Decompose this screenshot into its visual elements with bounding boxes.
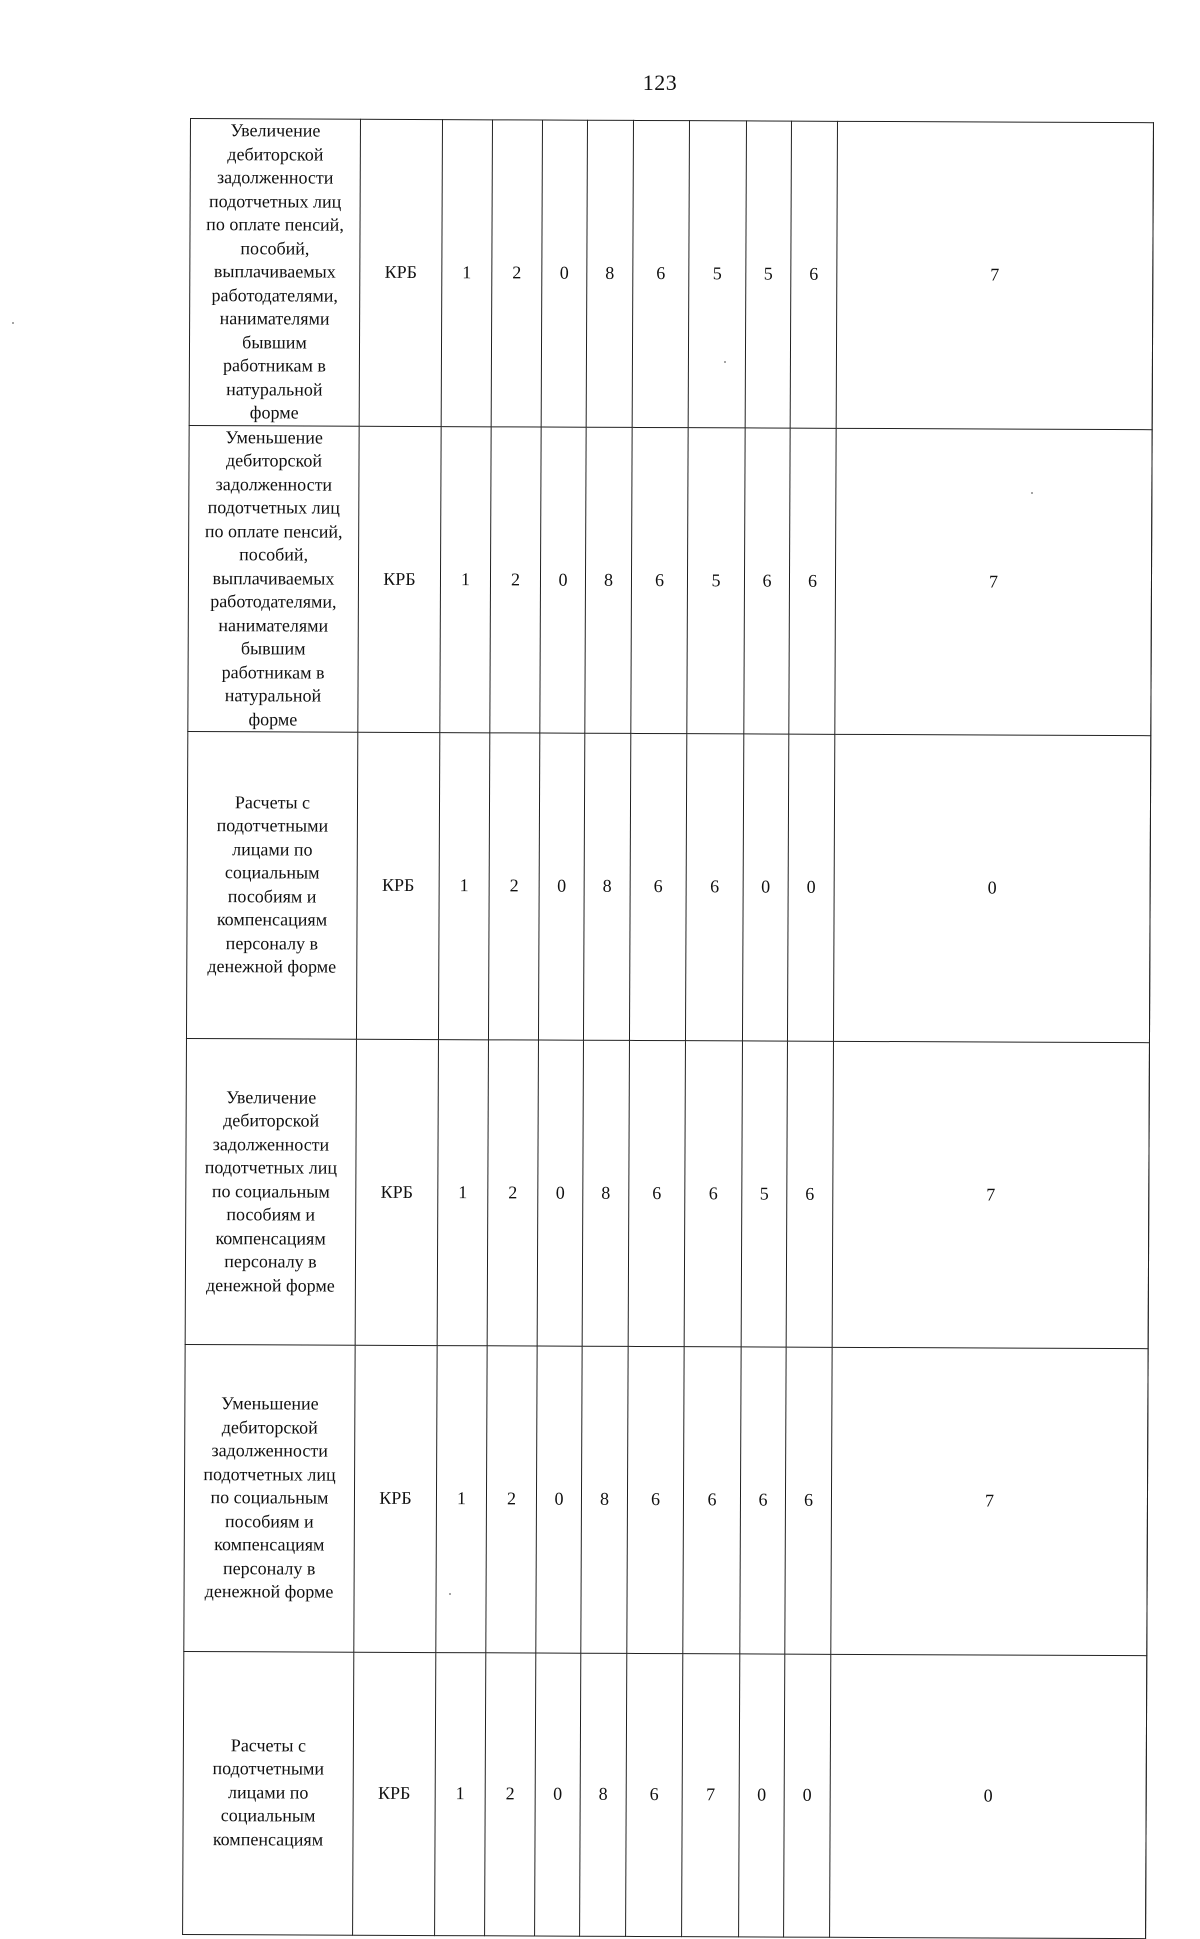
operation-name-line: пособий,: [239, 544, 309, 565]
operation-name-line: социальным: [224, 862, 320, 883]
account-digit-cell: 1: [441, 120, 492, 427]
account-digit-cell: 0: [830, 1654, 1147, 1938]
table-row: [189, 119, 1153, 430]
account-digit-cell: 6: [789, 428, 836, 735]
operation-name-line: задолженности: [211, 1440, 328, 1461]
operation-name-line: выплачиваемых: [212, 567, 335, 589]
account-digit-cell: 2: [491, 120, 542, 427]
table-row: [188, 425, 1152, 736]
account-digit-cell: 7: [831, 1347, 1148, 1655]
account-digit-cell: 1: [440, 426, 491, 733]
operation-name-line: Увеличение: [226, 1086, 317, 1108]
account-digit-cell: 8: [582, 1040, 629, 1347]
account-digit-cell: 2: [487, 1039, 538, 1346]
account-digit-cell: 6: [632, 120, 689, 427]
account-digit-cell: 6: [626, 1653, 683, 1936]
operation-name-line: персоналу в: [225, 932, 319, 954]
operation-name-line: денежной форме: [204, 1581, 334, 1602]
operation-name-line: компенсациям: [212, 1828, 324, 1850]
account-digit-cell: 0: [541, 120, 587, 427]
operation-name-line: подотчетными: [212, 1758, 325, 1779]
account-digit-cell: 8: [581, 1346, 628, 1653]
operation-name-cell: [185, 1038, 356, 1345]
account-digit-cell: 6: [685, 734, 743, 1041]
operation-name-line: по социальным: [210, 1487, 329, 1508]
account-digit-cell: 2: [488, 733, 539, 1040]
operation-name-line: по оплате пенсий,: [206, 214, 344, 235]
operation-name-line: натуральной: [226, 378, 323, 400]
operation-name-line: работникам в: [221, 661, 325, 683]
operation-name-line: социальным: [220, 1805, 316, 1826]
account-digit-cell: 5: [687, 427, 745, 734]
operation-name-line: форме: [249, 402, 299, 423]
account-digit-cell: 7: [682, 1653, 740, 1936]
operation-name-line: задолженности: [216, 167, 334, 188]
account-digit-cell: 7: [835, 428, 1152, 736]
operation-name-cell: [184, 1344, 355, 1651]
operation-name-line: нанимателями: [218, 614, 329, 636]
account-digit-cell: 6: [627, 1346, 684, 1653]
operation-name-line: компенсациям: [215, 1227, 326, 1249]
operation-name-line: денежной форме: [207, 956, 337, 977]
operation-name-line: персоналу в: [222, 1557, 316, 1579]
code-cell: КРБ: [355, 1039, 438, 1346]
account-digit-cell: 0: [833, 734, 1150, 1042]
account-digit-cell: 8: [586, 120, 633, 427]
account-digit-cell: 5: [741, 1040, 787, 1347]
table-row: [184, 1344, 1148, 1655]
operation-name-line: нанимателями: [219, 308, 330, 329]
operation-name-line: пособиям и: [227, 885, 317, 907]
operation-name-line: подотчетных лиц: [207, 497, 340, 518]
operation-name-line: дебиторской: [227, 143, 324, 165]
operation-name-line: задолженности: [215, 473, 333, 495]
operation-name-line: пособиям и: [226, 1204, 316, 1225]
operation-name-line: бывшим: [242, 331, 307, 353]
account-digit-cell: 2: [490, 426, 541, 733]
operation-name-line: подотчетных лиц: [208, 190, 342, 212]
account-digit-cell: 0: [784, 1654, 831, 1937]
account-digit-cell: 0: [537, 1040, 583, 1347]
operation-name-line: натуральной: [224, 685, 322, 706]
scan-speck: [12, 322, 14, 324]
account-digit-cell: 1: [437, 1039, 488, 1346]
account-digit-cell: 8: [583, 733, 630, 1040]
operation-name-line: по социальным: [211, 1180, 330, 1202]
account-digit-cell: 0: [535, 1653, 581, 1936]
account-digit-cell: 7: [832, 1041, 1149, 1349]
account-digit-cell: 6: [629, 733, 686, 1040]
operation-name-line: подотчетных лиц: [204, 1157, 338, 1178]
operation-name-line: лицами по: [232, 838, 313, 860]
operation-name-line: лицами по: [227, 1781, 309, 1803]
operation-name-line: Уменьшение: [225, 426, 323, 448]
operation-name-line: денежной форме: [205, 1274, 335, 1296]
operation-name-line: подотчетными: [216, 815, 329, 836]
account-digit-cell: 0: [742, 734, 788, 1041]
code-cell: КРБ: [358, 426, 441, 733]
operation-name-cell: [183, 1651, 354, 1935]
table-row: [183, 1651, 1147, 1938]
operation-name-line: компенсациям: [214, 1534, 325, 1555]
operation-name-line: по оплате пенсий,: [204, 520, 343, 542]
operation-name-line: форме: [248, 708, 298, 729]
table-row: [185, 1038, 1149, 1349]
operation-name-cell: [189, 119, 360, 426]
page-number: 123: [642, 70, 678, 95]
operation-name-line: выплачиваемых: [213, 261, 336, 282]
account-digit-cell: 2: [486, 1346, 537, 1653]
operation-name-line: работникам в: [222, 355, 326, 376]
operation-name-line: Уменьшение: [221, 1393, 319, 1414]
account-digit-cell: 6: [790, 121, 837, 428]
account-digit-cell: 0: [739, 1653, 785, 1936]
operation-name-cell: [188, 425, 359, 732]
operation-name-line: Расчеты с: [230, 1734, 307, 1756]
account-digit-cell: 7: [836, 121, 1153, 429]
code-cell: КРБ: [354, 1345, 437, 1652]
account-digit-cell: 6: [628, 1040, 685, 1347]
account-digit-cell: 6: [631, 427, 688, 734]
account-digit-cell: 1: [438, 733, 489, 1040]
code-cell: КРБ: [353, 1652, 436, 1935]
account-digit-cell: 5: [688, 121, 746, 428]
operation-name-cell: [186, 731, 357, 1038]
operation-name-line: бывшим: [240, 638, 306, 659]
operation-name-line: пособиям и: [224, 1510, 314, 1532]
operation-name-line: Увеличение: [230, 120, 321, 141]
operation-name-line: задолженности: [212, 1133, 330, 1155]
account-digit-cell: 6: [683, 1347, 741, 1654]
operation-name-line: дебиторской: [225, 450, 323, 471]
account-digit-cell: 0: [538, 733, 584, 1040]
code-cell: КРБ: [359, 119, 442, 426]
account-digit-cell: 1: [435, 1652, 486, 1935]
operation-name-line: персоналу в: [224, 1251, 317, 1272]
operation-name-line: пособий,: [240, 237, 310, 259]
operation-name-line: дебиторской: [221, 1416, 318, 1438]
table-body: [183, 119, 1154, 1939]
account-digit-cell: 6: [740, 1347, 786, 1654]
account-digit-cell: 0: [787, 734, 834, 1041]
account-digit-cell: 2: [485, 1652, 536, 1935]
account-digit-cell: 6: [744, 427, 790, 734]
operation-name-line: работодателями,: [211, 284, 338, 306]
code-cell: КРБ: [356, 732, 439, 1039]
account-digit-cell: 1: [436, 1346, 487, 1653]
operation-name-line: компенсациям: [216, 909, 328, 930]
operation-name-line: подотчетных лиц: [203, 1463, 336, 1485]
accounting-table: [182, 118, 1154, 1939]
account-digit-cell: 8: [585, 427, 632, 734]
table-row: [186, 731, 1150, 1042]
account-digit-cell: 6: [684, 1040, 742, 1347]
account-digit-cell: 6: [785, 1347, 832, 1654]
operation-name-line: дебиторской: [223, 1110, 320, 1131]
operation-name-line: работодателями,: [210, 591, 337, 612]
account-digit-cell: 8: [580, 1653, 627, 1936]
account-digit-cell: 0: [536, 1346, 582, 1653]
account-digit-cell: 5: [745, 121, 791, 428]
operation-name-line: Расчеты с: [234, 791, 311, 813]
account-digit-cell: 6: [786, 1041, 833, 1348]
account-digit-cell: 0: [540, 427, 586, 734]
